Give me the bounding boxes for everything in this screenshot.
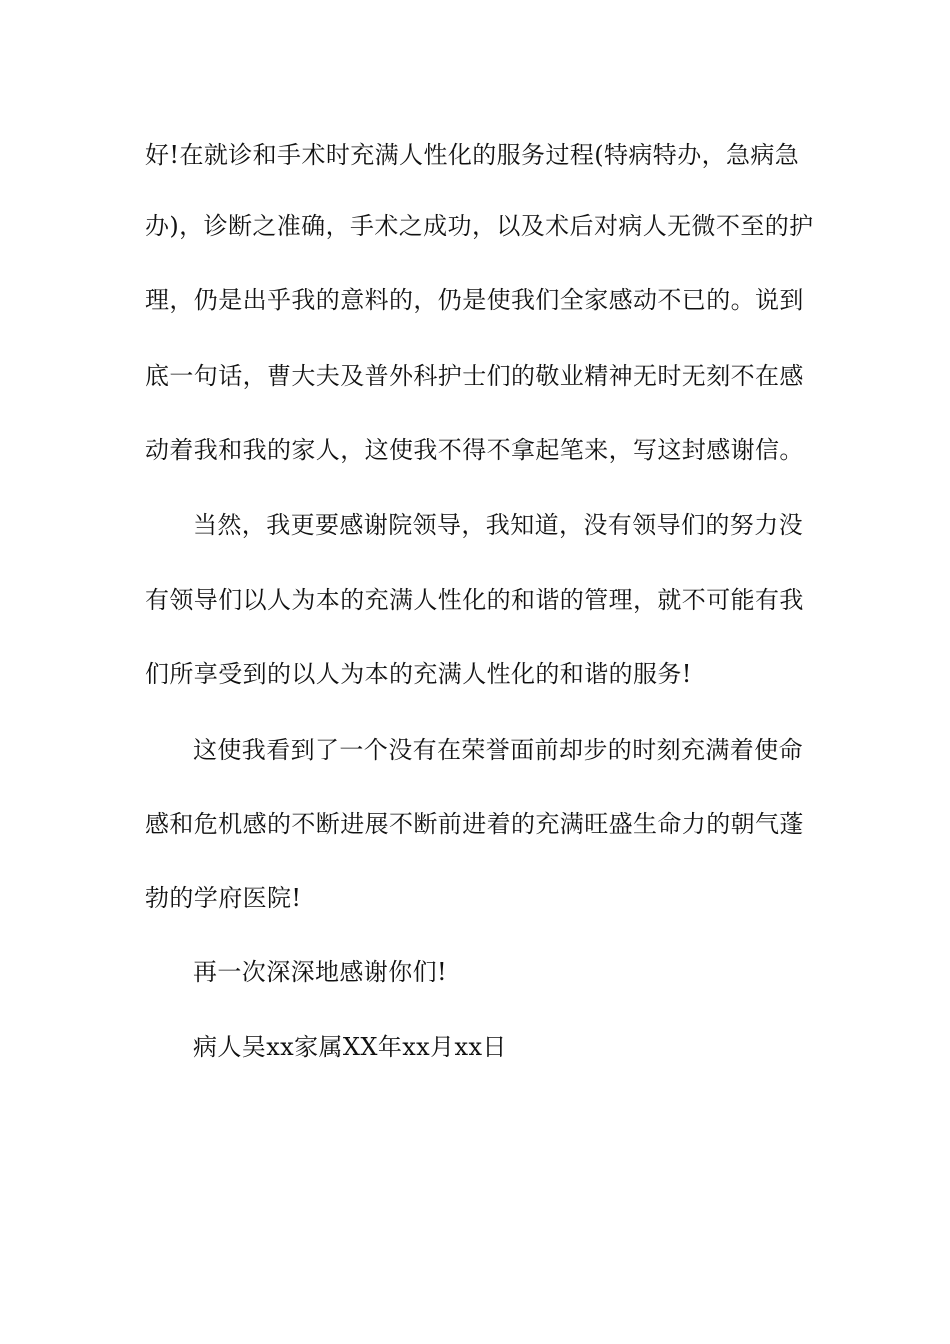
text-line: 底一句话，曹大夫及普外科护士们的敬业精神无时无刻不在感 xyxy=(145,362,804,390)
text-line: 理，仍是出乎我的意料的，仍是使我们全家感动不已的。说到 xyxy=(145,286,804,314)
text-line: 办)，诊断之准确，手术之成功，以及术后对病人无微不至的护 xyxy=(145,212,814,240)
text-line: 有领导们以人为本的充满人性化的和谐的管理，就不可能有我 xyxy=(145,586,804,614)
paragraph-start-line: 当然，我更要感谢院领导，我知道，没有领导们的努力没 xyxy=(193,511,803,539)
text-line: 勃的学府医院! xyxy=(145,884,302,912)
text-line: 感和危机感的不断进展不断前进着的充满旺盛生命力的朝气蓬 xyxy=(145,810,804,838)
text-line: 动着我和我的家人，这使我不得不拿起笔来，写这封感谢信。 xyxy=(145,436,804,464)
text-line: 们所享受到的以人为本的充满人性化的和谐的服务! xyxy=(145,660,692,688)
closing-line: 再一次深深地感谢你们! xyxy=(193,958,448,986)
signature-line: 病人吴xx家属XX年xx月xx日 xyxy=(193,1033,507,1061)
text-line: 好!在就诊和手术时充满人性化的服务过程(特病特办，急病急 xyxy=(145,141,800,169)
paragraph-start-line: 这使我看到了一个没有在荣誉面前却步的时刻充满着使命 xyxy=(193,736,803,764)
